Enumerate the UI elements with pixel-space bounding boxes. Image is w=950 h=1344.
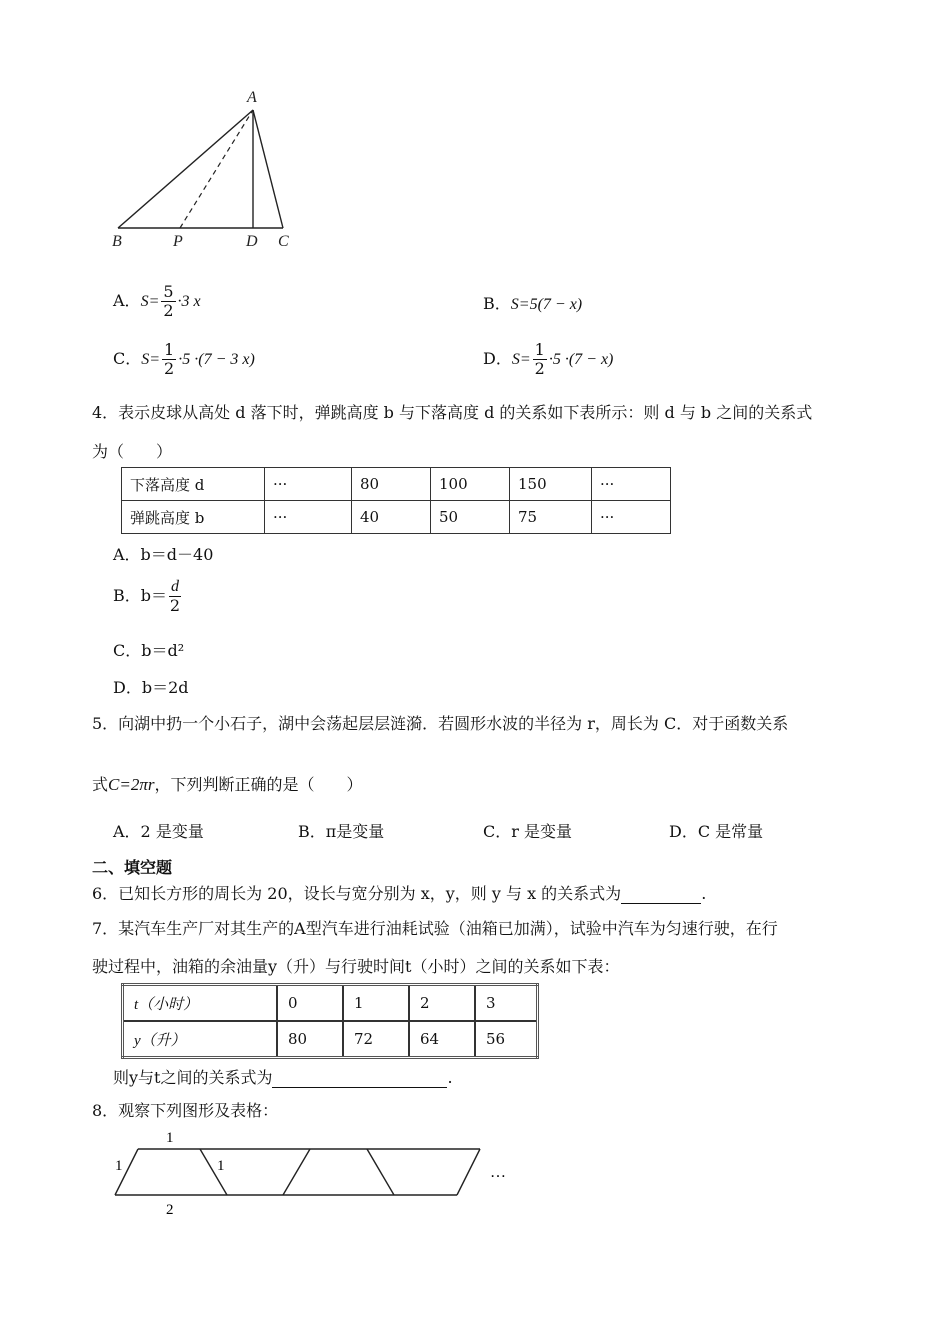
label-a: A: [247, 89, 257, 106]
q7-stem-line1: 7．某汽车生产厂对其生产的A型汽车进行油耗试验（油箱已加满），试验中汽车为匀速行驶，在行: [92, 919, 778, 938]
fraction: $\frac{1}{2}$: [534, 340, 545, 378]
q7-answer-line: 则y与t之间的关系式为 .: [113, 1068, 453, 1087]
q6-stem: 6．已知长方形的周长为 20，设长与宽分别为 x，y，则 y 与 x 的关系式为 .: [92, 884, 707, 903]
q5-option-a[interactable]: A．2 是变量: [113, 822, 204, 841]
q4-stem-line2: 为（ ）: [92, 442, 173, 461]
fraction: $\frac{1}{2}$: [164, 340, 175, 378]
q3-option-d[interactable]: D．S= $\frac{1}{2}$ ·5 ·(7 − x): [483, 340, 614, 378]
q5-option-d[interactable]: D．C 是常量: [669, 822, 764, 841]
label-p: P: [173, 233, 183, 250]
triangle-figure: [100, 84, 310, 254]
q4-option-c[interactable]: C．b＝d²: [113, 641, 185, 660]
q3-option-b[interactable]: B．S=5(7 − x): [483, 294, 583, 313]
q4-option-a[interactable]: A．b＝d－40: [113, 545, 214, 564]
answer-blank[interactable]: [272, 1068, 447, 1088]
table-row: 弹跳高度 b ··· 40 50 75 ···: [122, 501, 671, 534]
q5-option-c[interactable]: C．r 是变量: [483, 822, 572, 841]
q8-stem: 8．观察下列图形及表格：: [92, 1101, 279, 1120]
fraction: $\frac{5}{2}$: [163, 282, 174, 320]
label-inner: 1: [217, 1158, 225, 1174]
label-c: C: [278, 233, 289, 250]
label-b: B: [112, 233, 122, 250]
label-left: 1: [115, 1158, 123, 1174]
label-d: D: [246, 233, 258, 250]
ellipsis: …: [490, 1164, 506, 1181]
q7-table: [121, 983, 539, 1059]
q4-option-d[interactable]: D．b＝2d: [113, 678, 189, 697]
q5-stem-line1: 5．向湖中扔一个小石子，湖中会荡起层层涟漪．若圆形水波的半径为 r，周长为 C．对于函数关系: [92, 714, 789, 733]
fraction: $\frac{d}{2}$: [169, 578, 181, 615]
q5-option-b[interactable]: B．π是变量: [298, 822, 385, 841]
table-row: 下落高度 d ··· 80 100 150 ···: [122, 468, 671, 501]
q3-option-c[interactable]: C．S= $\frac{1}{2}$ ·5 ·(7 − 3 x): [113, 340, 255, 378]
q5-stem-line2: 式C=2πr，下列判断正确的是（ ）: [92, 775, 363, 794]
section-title: 二、填空题: [92, 858, 173, 877]
parallelogram-figure: [105, 1125, 535, 1220]
q4-option-b[interactable]: B．b＝ $\frac{d}{2}$: [113, 578, 181, 615]
label-bottom: 2: [166, 1202, 174, 1218]
table-row: y（升） 80 72 64 56: [123, 1021, 538, 1058]
q4-stem-line1: 4．表示皮球从高处 d 落下时，弹跳高度 b 与下落高度 d 的关系如下表所示：则 d 与 b 之间的关系式: [92, 403, 813, 422]
answer-blank[interactable]: [621, 884, 701, 904]
q7-stem-line2: 驶过程中，油箱的余油量y（升）与行驶时间t（小时）之间的关系如下表：: [92, 957, 620, 976]
q3-option-a[interactable]: A．S= $\frac{5}{2}$ ·3 x: [113, 282, 201, 320]
q4-table: [121, 467, 671, 534]
table-row: t（小时） 0 1 2 3: [123, 985, 538, 1022]
label-top: 1: [166, 1130, 174, 1146]
